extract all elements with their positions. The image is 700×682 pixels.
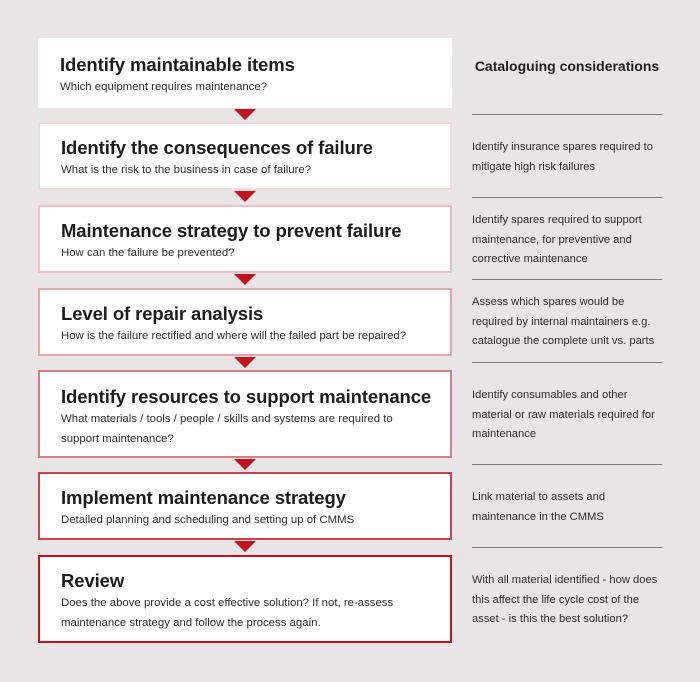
note-insurance-spares: Identify insurance spares required to mitigate high risk failures [472,141,653,173]
flow-arrow-icon [234,357,256,368]
step-level-of-repair [38,288,452,356]
note-link-material: Link material to assets and maintenance in the CMMS [472,491,606,523]
divider [472,362,662,363]
flow-arrow-icon [234,109,256,120]
flow-arrow-icon [234,274,256,285]
step-title: Maintenance strategy to prevent failure [61,220,402,241]
step-identify-resources [38,370,452,458]
step-description: How can the failure be prevented? [61,247,235,259]
divider [472,464,662,465]
step-title: Level of repair analysis [61,303,264,324]
step-implement-strategy [38,472,452,540]
note-internal-maintainers: Assess which spares would be required by internal maintainers e.g. catalogue the complete unit vs. parts [472,296,655,347]
step-description: Detailed planning and scheduling and setting up of CMMS [61,514,355,526]
step-title: Identify the consequences of failure [61,137,373,158]
step-review [38,555,452,643]
step-description: Which equipment requires maintenance? [60,81,268,93]
step-title: Identify maintainable items [60,54,295,75]
step-description: What is the risk to the business in case of failure? [61,164,312,176]
cataloguing-heading: Cataloguing considerations [474,58,660,74]
flow-arrow-icon [234,541,256,552]
step-title: Identify resources to support maintenance [61,386,432,407]
step-description: Does the above provide a cost effective solution? If not, re-assess maintenance strategy and follow the process again. [61,597,394,629]
divider [472,279,662,280]
divider [472,114,662,115]
step-identify-consequences [38,122,452,190]
step-title: Implement maintenance strategy [61,487,346,508]
step-identify-maintainable-items [38,38,452,108]
flow-arrow-icon [234,191,256,202]
divider [472,197,662,198]
step-description: What materials / tools / people / skills and systems are required to support maintenance? [61,413,393,445]
divider [472,547,662,548]
note-consumables: Identify consumables and other material or raw materials required for maintenance [472,389,655,440]
step-title: Review [61,570,125,591]
step-maintenance-strategy [38,205,452,273]
step-description: How is the failure rectified and where will the failed part be repaired? [61,330,407,342]
note-support-spares: Identify spares required to support maintenance, for preventive and corrective maintenance [472,214,642,265]
flow-arrow-icon [234,459,256,470]
note-life-cycle-cost: With all material identified - how does this affect the life cycle cost of the asset - is this the best solution? [472,574,658,625]
